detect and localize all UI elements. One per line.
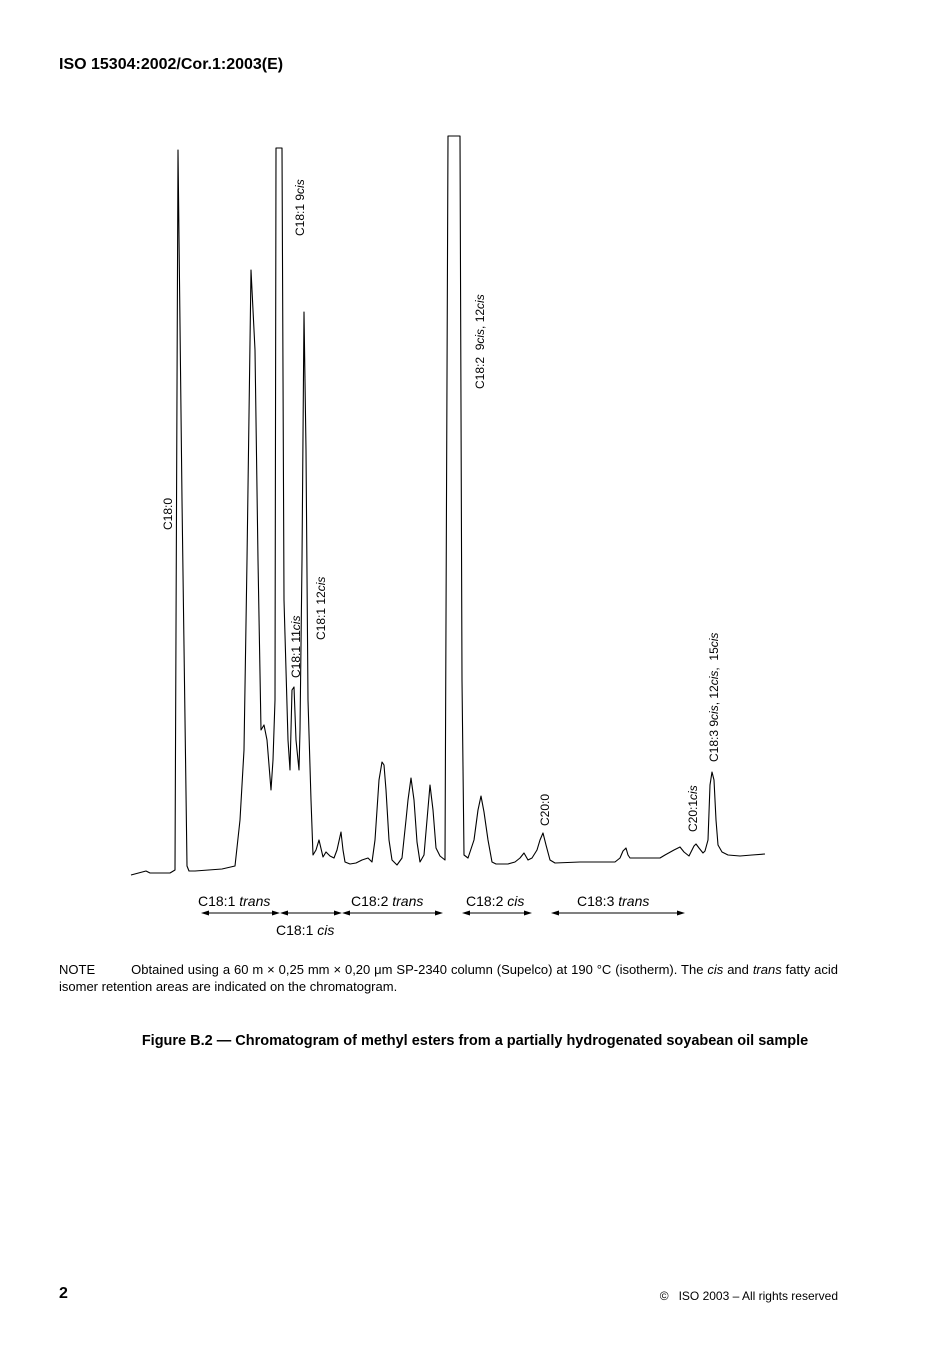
peak-label-c20-1-cis: C20:1cis [686,785,700,832]
range-arrow-c18-1-cis [280,911,342,916]
peak-label-c18-2-9cis-12cis: C18:2 9cis, 12cis [473,294,487,389]
note-text-c: fatty acid isomer retention areas are indicated on the chromatogram. [59,962,838,994]
range-arrow-c18-2-trans [342,911,443,916]
region-label-c18-1-trans: C18:1 trans [198,893,271,909]
range-arrow-c18-1-trans [201,911,280,916]
peak-label-c20-0: C20:0 [538,793,552,826]
range-arrow-c18-2-cis [462,911,532,916]
peak-label-c18-1-11cis: C18:1 11cis [289,615,303,678]
note-label: NOTE [59,962,96,977]
region-label-c18-2-cis: C18:2 cis [466,893,525,909]
figure-caption: Figure B.2 — Chromatogram of methyl esters from a partially hydrogenated soyabean oil sample [141,1033,809,1049]
page-number: 2 [59,1285,68,1302]
note-italic-cis: cis [707,962,724,977]
note-text-b: and [723,962,753,977]
note-text-a: Obtained using a 60 m × 0,25 mm × 0,20 μm SP-2340 column (Supelco) at 190 °C (isotherm). The [131,962,708,977]
region-label-c18-2-trans: C18:2 trans [351,893,424,909]
peak-label-c18-1-12cis: C18:1 12cis [314,576,328,640]
document-header: ISO 15304:2002/Cor.1:2003(E) [59,56,284,73]
figure-note [59,961,838,995]
region-label-c18-3-trans: C18:3 trans [577,893,650,909]
note-italic-trans: trans [752,962,782,977]
chromatogram-trace [131,136,765,875]
copyright-icon: © [659,1289,669,1303]
peak-label-c18-3-9cis-12cis-15cis: C18:3 9cis, 12cis, 15cis [707,632,721,762]
peak-label-c18-1-9cis: C18:1 9cis [293,179,307,236]
copyright-notice [660,1289,838,1303]
peak-label-c18-0: C18:0 [161,497,175,530]
range-arrow-c18-3-trans [551,911,685,916]
copyright-text: ISO 2003 – All rights reserved [678,1289,838,1303]
region-label-c18-1-cis: C18:1 cis [276,922,335,938]
